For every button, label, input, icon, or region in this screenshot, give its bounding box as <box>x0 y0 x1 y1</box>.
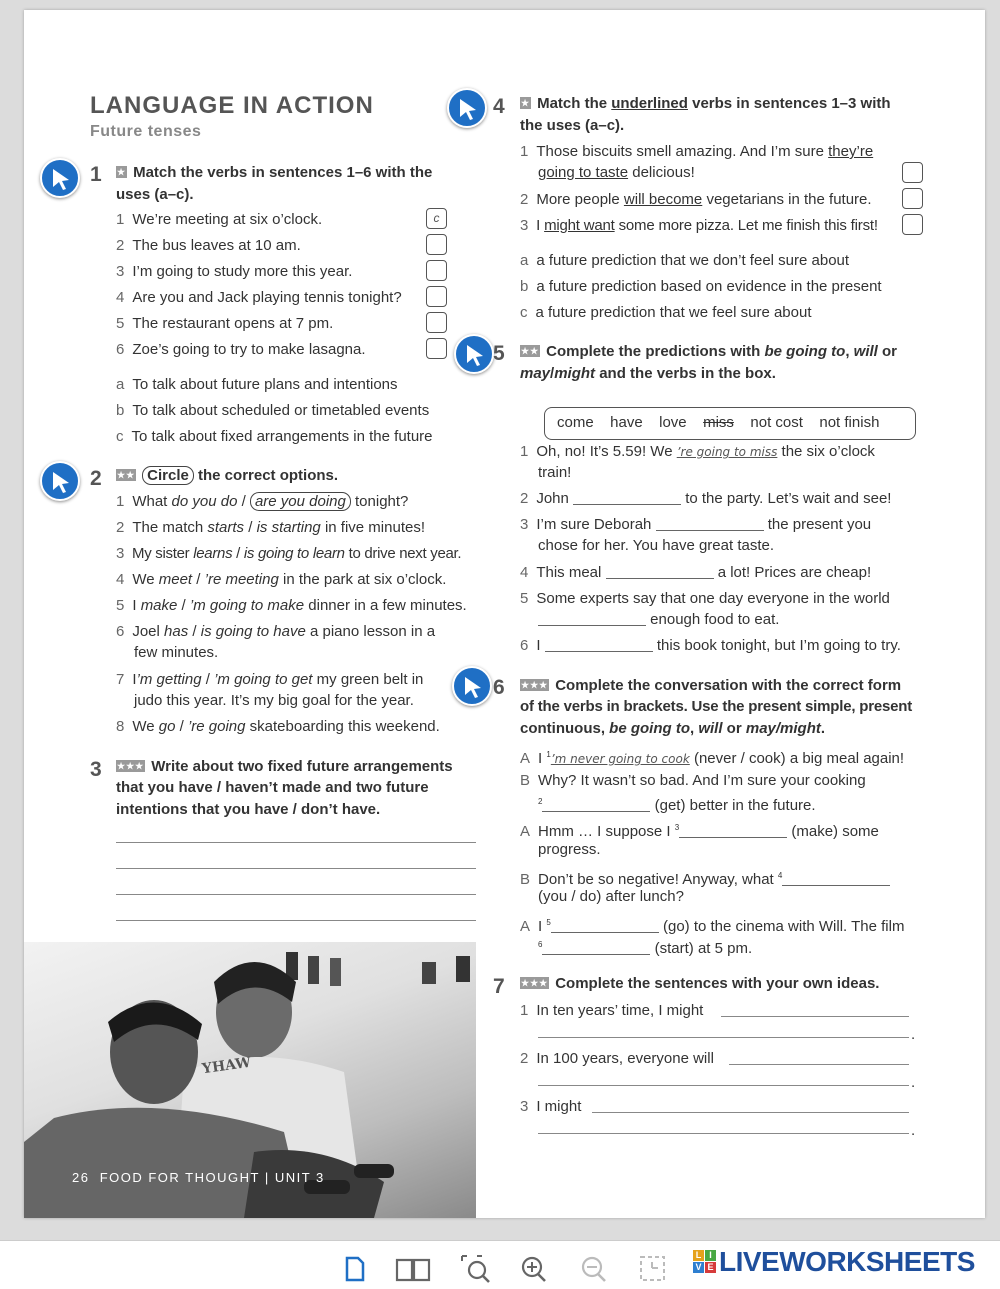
exercise-6-audio-button[interactable] <box>452 666 492 706</box>
option-2[interactable]: ’re meeting <box>204 571 279 588</box>
exercise-6-instruction-3: continuous, be going to, will or may/might. <box>520 720 826 737</box>
ex7-answer-3-line-a[interactable] <box>592 1112 909 1113</box>
exercise-7-number: 7 <box>493 975 505 998</box>
ex5-item-3: 3 I’m sure Deborah the present you <box>520 516 872 533</box>
ex6-line-5: progress. <box>538 841 601 858</box>
option-1[interactable]: learns <box>193 545 233 562</box>
ex7-answer-2-line-b[interactable] <box>538 1085 909 1086</box>
cursor-icon <box>463 676 483 698</box>
exercise-5-instruction: ★★ Complete the predictions with be going to, will or <box>521 343 898 360</box>
ex1-answer-box-5[interactable] <box>426 312 447 333</box>
ex2-item-7-line2: judo this year. It’s my big goal for the year. <box>134 692 414 709</box>
exercise-1-instruction: ★ Match the verbs in sentences 1–6 with the <box>117 164 433 181</box>
ex4-answer-box-3[interactable] <box>902 214 923 235</box>
exercise-6-instruction: ★★★ Complete the conversation with the correct form <box>521 677 902 694</box>
ex1-item-1: 1 We’re meeting at six o’clock. <box>116 211 323 228</box>
exercise-5-instruction-2: may/might and the verbs in the box. <box>520 365 776 382</box>
zoom-out-button[interactable] <box>578 1254 608 1284</box>
ex3-answer-line-2[interactable] <box>116 868 476 869</box>
exercise-3-instruction-3: intentions that you have / don’t have. <box>116 801 381 818</box>
difficulty-star-icon: ★★★ <box>521 978 549 988</box>
ex5-item-5-line2: enough food to eat. <box>538 609 779 630</box>
option-1[interactable]: meet <box>158 571 193 588</box>
exercise-1-instruction-2: uses (a–c). <box>116 186 194 203</box>
single-page-view-button[interactable] <box>340 1254 370 1284</box>
ex1-item-6: 6 Zoe’s going to try to make lasagna. <box>116 341 366 358</box>
page-subtitle: Future tenses <box>90 123 202 140</box>
ex2-item-3: 3 My sister learns / is going to learn to drive next year. <box>116 545 462 562</box>
ex6-answer-5[interactable] <box>551 918 659 933</box>
ex7-period-1: . <box>911 1026 916 1043</box>
ex6-line-1: A I $^1$’m never going to cook (never / cook) a big meal again! <box>520 750 905 767</box>
option-1[interactable]: starts <box>207 519 245 536</box>
ex3-answer-line-1[interactable] <box>116 842 476 843</box>
exercise-3-number: 3 <box>90 758 102 781</box>
exercise-2-number: 2 <box>90 467 102 490</box>
ex7-item-1: 1 In ten years’ time, I might <box>520 1002 704 1019</box>
ex1-answer-box-4[interactable] <box>426 286 447 307</box>
ex2-item-8: 8 We go / ’re going skateboarding this weekend. <box>116 718 440 735</box>
page-footer <box>72 1170 325 1185</box>
ex5-item-4: 4 This meal a lot! Prices are cheap! <box>520 564 872 581</box>
zoom-fit-button[interactable] <box>460 1254 490 1284</box>
cursor-icon <box>51 168 71 190</box>
footer-unit-title: FOOD FOR THOUGHT | UNIT 3 <box>99 1170 325 1185</box>
ex5-answer-3[interactable] <box>656 516 764 531</box>
zoom-fit-icon <box>460 1254 492 1284</box>
exercise-5-number: 5 <box>493 342 505 365</box>
option-1[interactable]: ’m getting <box>136 671 202 688</box>
ex5-item-1: 1 Oh, no! It’s 5.59! We ’re going to miss the six o’clock <box>520 443 875 460</box>
ex4-sentence-1-line2: going to taste delicious! <box>538 164 695 181</box>
option-1[interactable]: make <box>140 597 178 614</box>
ex1-item-3: 3 I’m going to study more this year. <box>116 263 353 280</box>
ex3-answer-line-3[interactable] <box>116 894 476 895</box>
option-1[interactable]: has <box>164 623 189 640</box>
ex2-item-6: 6 Joel has / is going to have a piano lesson in a <box>116 623 436 640</box>
ex5-answer-6[interactable] <box>545 637 653 652</box>
word-have: have <box>610 414 643 431</box>
fullscreen-button[interactable] <box>638 1254 668 1284</box>
word-box <box>544 407 916 440</box>
exercise-6-instruction-2: of the verbs in brackets. Use the present simple, present <box>520 698 913 715</box>
ex7-item-3: 3 I might <box>520 1098 582 1115</box>
option-2[interactable]: ’m going to get <box>214 671 313 688</box>
ex6-answer-2[interactable] <box>542 797 650 812</box>
difficulty-star-icon: ★ <box>521 98 531 108</box>
ex7-period-2: . <box>911 1074 916 1091</box>
ex5-item-5: 5 Some experts say that one day everyone in the world <box>520 590 890 607</box>
option-2[interactable]: is going to learn <box>243 545 345 562</box>
ex5-item-3-line2: chose for her. You have great taste. <box>538 537 775 554</box>
ex5-answer-1[interactable]: ’re going to miss <box>676 445 778 459</box>
ex6-line-7: (you / do) after lunch? <box>538 888 684 905</box>
word-miss-crossed: miss <box>703 414 734 431</box>
ex5-item-2: 2 John to the party. Let’s wait and see! <box>520 490 892 507</box>
ex5-answer-4[interactable] <box>606 564 714 579</box>
ex7-period-3: . <box>911 1122 916 1139</box>
ex6-line-2: B Why? It wasn’t so bad. And I’m sure your cooking <box>520 772 866 789</box>
ex4-answer-box-1[interactable] <box>902 162 923 183</box>
ex5-answer-5[interactable] <box>538 611 646 626</box>
exercise-5-audio-button[interactable] <box>454 334 494 374</box>
word-love: love <box>659 414 687 431</box>
difficulty-star-icon: ★ <box>117 167 127 177</box>
ex1-answer-box-6[interactable] <box>426 338 447 359</box>
ex7-item-2: 2 In 100 years, everyone will <box>520 1050 714 1067</box>
ex2-item-7: 7 I’m getting / ’m going to get my green belt in <box>116 671 424 688</box>
ex6-line-3: $^2$ (get) better in the future. <box>538 797 816 814</box>
page-number: 26 <box>72 1170 90 1185</box>
cursor-icon <box>458 98 478 120</box>
ex2-item-4: 4 We meet / ’re meeting in the park at six o’clock. <box>116 571 447 588</box>
ex6-line-4: A Hmm … I suppose I $^3$ (make) some <box>520 823 879 840</box>
exercise-4-audio-button[interactable] <box>447 88 487 128</box>
fullscreen-icon <box>638 1254 670 1284</box>
exercise-1-audio-button[interactable] <box>40 158 80 198</box>
ex4-sentence-1: 1 Those biscuits smell amazing. And I’m sure they’re <box>520 143 874 160</box>
ex2-item-2: 2 The match starts / is starting in five minutes! <box>116 519 425 536</box>
exercise-7-instruction: ★★★ Complete the sentences with your own ideas. <box>521 975 880 992</box>
ex6-answer-4[interactable] <box>782 871 890 886</box>
difficulty-star-icon: ★★★ <box>521 680 549 690</box>
boys-playing-video-games-photo <box>24 942 476 1218</box>
ex2-item-1: 1 What do you do / are you doing tonight? <box>116 493 409 510</box>
ex6-answer-6[interactable] <box>542 940 650 955</box>
ex4-answer-box-2[interactable] <box>902 188 923 209</box>
ex1-use-c: c To talk about fixed arrangements in the future <box>116 428 433 445</box>
word-not-cost: not cost <box>750 414 803 431</box>
option-2[interactable]: ’m going to make <box>189 597 305 614</box>
ex7-answer-1-line-a[interactable] <box>721 1016 909 1017</box>
ex2-item-6-line2: few minutes. <box>134 644 219 661</box>
word-come: come <box>557 414 594 431</box>
ex6-line-9: $^6$ (start) at 5 pm. <box>538 940 753 957</box>
ex1-use-a: a To talk about future plans and intentions <box>116 376 398 393</box>
shirt-print-text: YHAW <box>201 1054 252 1078</box>
exercise-3-instruction-2: that you have / haven’t made and two future <box>116 779 429 796</box>
exercise-1-number: 1 <box>90 163 102 186</box>
ex1-item-5: 5 The restaurant opens at 7 pm. <box>116 315 334 332</box>
option-2[interactable]: ’re going <box>187 718 246 735</box>
ex1-answer-box-1[interactable]: c <box>426 208 447 229</box>
brand-name[interactable]: LIVEWORKSHEETS <box>719 1246 975 1277</box>
ex5-item-1-line2: train! <box>538 464 572 481</box>
ex4-sentence-2: 2 More people will become vegetarians in the future. <box>520 191 872 208</box>
ex5-item-6: 6 I this book tonight, but I’m going to try. <box>520 637 901 654</box>
exercise-2-audio-button[interactable] <box>40 461 80 501</box>
ex3-answer-line-4[interactable] <box>116 920 476 921</box>
page-title: LANGUAGE IN ACTION <box>90 92 374 119</box>
ex6-answer-1[interactable]: ’m never going to cook <box>550 752 690 766</box>
option-2-selected[interactable]: are you doing <box>250 492 351 511</box>
ex6-line-8: A I $^5$ (go) to the cinema with Will. The film <box>520 918 905 935</box>
exercise-4-instruction: ★ Match the underlined verbs in sentences 1–3 with <box>521 95 891 112</box>
two-page-icon <box>395 1254 431 1284</box>
option-2[interactable]: is starting <box>256 519 321 536</box>
zoom-out-icon <box>578 1254 610 1284</box>
ex4-use-a: a a future prediction that we don’t feel sure about <box>520 252 850 269</box>
difficulty-star-icon: ★★ <box>521 346 540 356</box>
exercise-6-number: 6 <box>493 676 505 699</box>
zoom-in-icon <box>518 1254 550 1284</box>
cursor-icon <box>465 344 485 366</box>
cursor-icon <box>51 471 71 493</box>
brand-logo-tiles: L I V E <box>693 1250 717 1274</box>
zoom-in-button[interactable] <box>518 1254 548 1284</box>
option-1[interactable]: go <box>158 718 176 735</box>
ex7-answer-3-line-b[interactable] <box>538 1133 909 1134</box>
exercise-2-instruction: ★★ Circle the correct options. <box>117 467 339 484</box>
exercise-4-instruction-2: the uses (a–c). <box>520 117 625 134</box>
two-page-view-button[interactable] <box>395 1254 425 1284</box>
difficulty-star-icon: ★★ <box>117 470 136 480</box>
ex1-answer-box-3[interactable] <box>426 260 447 281</box>
ex1-use-b: b To talk about scheduled or timetabled events <box>116 402 430 419</box>
worksheet-page <box>24 10 985 1218</box>
ex7-answer-2-line-a[interactable] <box>729 1064 909 1065</box>
ex2-item-5: 5 I make / ’m going to make dinner in a few minutes. <box>116 597 467 614</box>
exercise-4-number: 4 <box>493 95 505 118</box>
word-not-finish: not finish <box>819 414 880 431</box>
option-2[interactable]: is going to have <box>200 623 306 640</box>
ex6-answer-3[interactable] <box>679 823 787 838</box>
option-1[interactable]: do you do <box>171 493 238 510</box>
ex4-sentence-3: 3 I might want some more pizza. Let me finish this first! <box>520 217 878 234</box>
ex7-answer-1-line-b[interactable] <box>538 1037 909 1038</box>
difficulty-star-icon: ★★★ <box>117 761 145 771</box>
ex4-use-b: b a future prediction based on evidence in the present <box>520 278 882 295</box>
ex5-answer-2[interactable] <box>573 490 681 505</box>
ex1-item-4: 4 Are you and Jack playing tennis tonight? <box>116 289 402 306</box>
single-page-icon <box>340 1254 370 1284</box>
ex6-line-6: B Don’t be so negative! Anyway, what $^4$ <box>520 865 890 890</box>
exercise-3-instruction: ★★★ Write about two fixed future arrangements <box>117 758 453 775</box>
ex1-item-2: 2 The bus leaves at 10 am. <box>116 237 301 254</box>
ex4-use-c: c a future prediction that we feel sure about <box>520 304 812 321</box>
ex1-answer-box-2[interactable] <box>426 234 447 255</box>
